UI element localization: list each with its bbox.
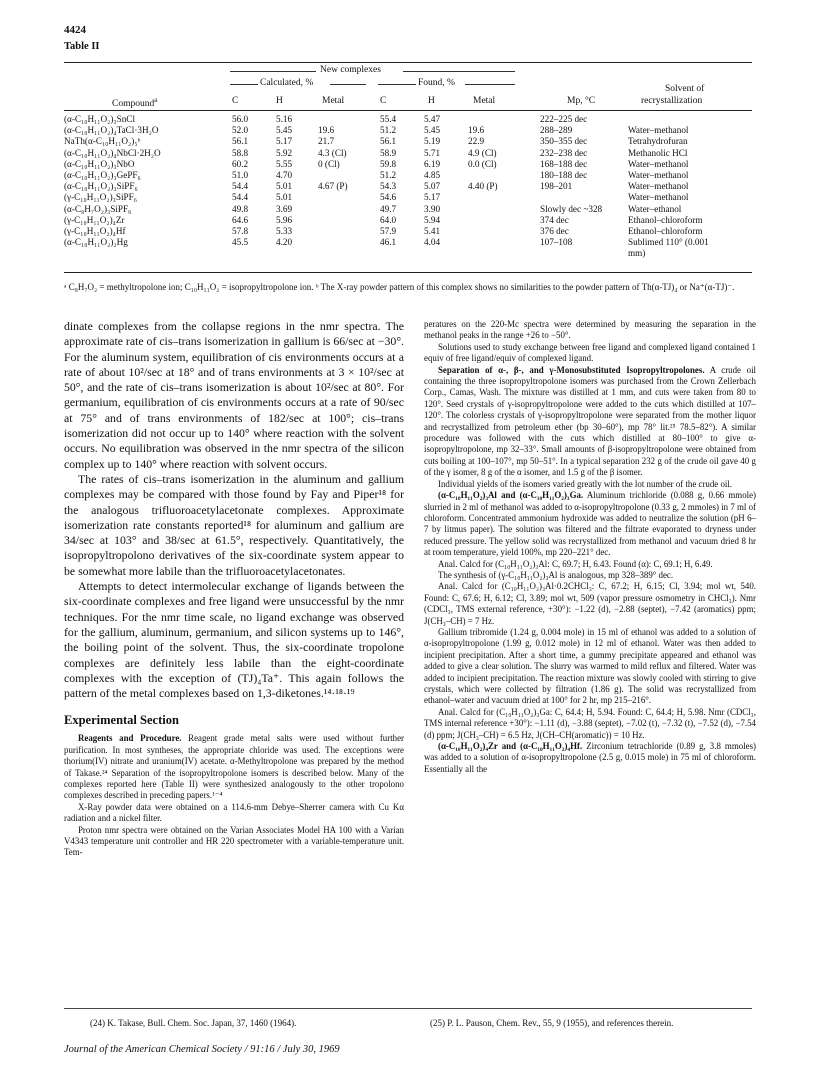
- header-calc-dash: [230, 84, 258, 85]
- cell-calc-h: 5.92: [276, 147, 293, 158]
- separation-paragraph: [424, 365, 756, 479]
- cell-found-h: 3.90: [424, 203, 441, 214]
- cell-calc-c: 58.8: [232, 147, 249, 158]
- header-found-dash: [378, 84, 416, 85]
- cell-found-c: 54.3: [380, 181, 397, 192]
- cell-mp: 180–188 dec: [540, 169, 588, 180]
- cell-calc-h: 5.01: [276, 192, 293, 203]
- cell-calc-h: 5.45: [276, 125, 293, 136]
- cell-calc-h: 5.96: [276, 214, 293, 225]
- cell-found-c: 51.2: [380, 125, 397, 136]
- cell-found-metal: 4.9 (Cl): [468, 147, 497, 158]
- table-row: [64, 237, 752, 248]
- table-row: [64, 181, 752, 192]
- table-title: Table II: [64, 41, 100, 52]
- cell-calc-c: 56.0: [232, 114, 249, 124]
- table-row: [64, 159, 752, 170]
- cell-compound: (α-C₁₀H₁₁O₂)₃SiPF₆: [64, 181, 138, 192]
- cell-found-h: 6.19: [424, 158, 441, 169]
- header-line-left: [230, 71, 316, 72]
- experimental-heading: Experimental Section: [64, 713, 179, 728]
- cell-compound: (γ-C₁₀H₁₁O₂)₃SiPF₆: [64, 192, 137, 203]
- cell-calc-h: 4.70: [276, 169, 293, 180]
- cell-found-c: 51.2: [380, 169, 397, 180]
- header-mp: Mp, °C: [567, 96, 596, 106]
- cell-calc-metal: 19.6: [318, 125, 335, 136]
- header-compound: Compound$^a$: [112, 96, 158, 110]
- cell-compound: (γ-C₁₀H₁₁O₂)₄Zr: [64, 214, 125, 225]
- cell-compound: (α-C₁₀H₁₁O₂)₃GePF₆: [64, 169, 141, 180]
- table-row: [64, 170, 752, 181]
- header-found: Found, %: [418, 78, 455, 88]
- cell-solvent: Ethanol–chloroform: [628, 225, 703, 236]
- header-calc-c: C: [232, 96, 239, 106]
- gamma-al-paragraph: The synthesis of (γ-C₁₀H₁₁O₂)₃Al is analogous, mp 328–389° dec.: [438, 569, 674, 580]
- footnote-rule: [64, 1008, 752, 1009]
- cell-found-h: 5.94: [424, 214, 441, 225]
- anal-ga-paragraph: Anal. Calcd for (C₁₀H₁₁O₂)₃Ga: C, 64.4; H, 5.94. Found: C, 64.4; H, 5.98. Nmr (CDCl₃, TMS internal reference +30°): −1.11 (d), −3.88 (septet), −7.02 (t), −7.32 (t), −7.52 (d), −7.54 (d) ppm; J(CH₃–CH) = 6.5 Hz, J(CH–CH(aromatic)) = 10 Hz.: [424, 706, 756, 740]
- cell-mp: 374 dec: [540, 214, 569, 225]
- cell-calc-metal: 0 (Cl): [318, 158, 340, 169]
- cell-found-h: 4.85: [424, 169, 441, 180]
- table-row: [64, 125, 752, 136]
- cell-calc-c: 56.1: [232, 136, 249, 147]
- cell-calc-h: 3.69: [276, 203, 293, 214]
- cell-found-c: 46.1: [380, 237, 397, 248]
- header-line-right: [403, 71, 515, 72]
- cell-found-c: 64.0: [380, 214, 397, 225]
- header-found-metal: Metal: [473, 96, 496, 106]
- cell-mp: 288–289: [540, 125, 573, 136]
- header-new-complexes: New complexes: [320, 65, 381, 75]
- cell-solvent: Water–methanol: [628, 169, 689, 180]
- reagents-paragraph: [64, 733, 404, 801]
- cell-found-c: 54.6: [380, 192, 397, 203]
- cell-compound: (α-C₈H₇O₂)₃SiPF₆: [64, 203, 132, 214]
- header-solvent-line1: Solvent of: [665, 84, 705, 94]
- cell-found-h: 5.19: [424, 136, 441, 147]
- al-ga-paragraph: [424, 490, 756, 558]
- table-row: [64, 114, 752, 125]
- cell-calc-c: 64.6: [232, 214, 249, 225]
- cell-mp: 107–108: [540, 237, 573, 248]
- cell-found-h: 5.45: [424, 125, 441, 136]
- header-calc-dash-right: [330, 84, 366, 85]
- cell-found-c: 55.4: [380, 114, 397, 124]
- cell-compound: (α-C₁₀H₁₁O₂)₄TaCl·3H₂O: [64, 125, 159, 136]
- left-column: [64, 319, 404, 859]
- table-row: [64, 248, 752, 259]
- right-paragraph-1: peratures on the 220-Mc spectra were determined by measuring the separation in the methanol peaks in the range +26 to −50°.: [424, 319, 756, 341]
- cell-found-c: 58.9: [380, 147, 397, 158]
- footnote-ref-25: (25) P. L. Pauson, Chem. Rev., 55, 9 (1955), and references therein.: [430, 1018, 674, 1028]
- separation-title: Separation of α-, β-, and γ-Monosubstituted Isopropyltropolones.: [438, 364, 705, 375]
- cell-found-c: 59.8: [380, 158, 397, 169]
- anal-gamma-al-paragraph: Anal. Calcd for (C₁₀H₁₁O₂)₃Al·0.2CHCl₃: C, 67.2; H, 6.15; Cl, 3.94; mol wt, 540. Found: C, 67.6; H, 6.12; Cl, 3.89; mol wt, 509 (vapor pressure osmometry in CHCl₃). Nmr (CDCl₃, TMS external reference, +30°): −1.22 (d), −2.88 (septet), −7.42 (aromatics) ppm; J(CH₃–CH) = 7 Hz.: [424, 581, 756, 626]
- left-paragraph-3: Attempts to detect intermolecular exchange of ligands between the six-coordinate complexes and free ligand were unsuccessful by the nmr techniques. For the nmr time scale, no ligand exchange was observed for the gallium, aluminum, germanium, and silicon systems up to 146°, the boiling point of the solvent. Thus, the six-coordinate tropolone complexes are definitely less labile than the eight-coordinate complexes with the exception of (TJ)₄Ta⁺. This again follows the pattern of the metal complexes based on 1,3-diketones.¹⁴·¹⁸·¹⁹: [64, 579, 404, 701]
- cell-found-h: 5.17: [424, 192, 441, 203]
- cell-found-c: 56.1: [380, 136, 397, 147]
- cell-mp: Slowly dec ~328: [540, 203, 603, 214]
- cell-compound: (α-C₁₀H₁₁O₂)₂Hg: [64, 237, 128, 248]
- right-paragraph-2: Solutions used to study exchange between free ligand and complexed ligand contained 1 equiv of free ligand/equiv of complexed ligand.: [424, 341, 756, 364]
- cell-solvent: Water–methanol: [628, 181, 689, 192]
- table-body: [64, 114, 752, 259]
- cell-solvent: mm): [628, 248, 646, 259]
- cell-calc-c: 54.4: [232, 181, 249, 192]
- zr-hf-title: (α-C₁₀H₁₁O₂)₄Zr and (α-C₁₀H₁₁O₂)₄Hf.: [438, 741, 583, 752]
- cell-solvent: Water–ethanol: [628, 203, 682, 214]
- cell-mp: 350–355 dec: [540, 136, 588, 147]
- cell-calc-h: 5.17: [276, 136, 293, 147]
- cell-found-metal: 4.40 (P): [468, 181, 498, 192]
- cell-mp: 222–225 dec: [540, 114, 588, 124]
- table-row: [64, 148, 752, 159]
- cell-calc-c: 54.4: [232, 192, 249, 203]
- table-row: [64, 136, 752, 147]
- cell-solvent: Ethanol–chloroform: [628, 214, 703, 225]
- cell-calc-c: 60.2: [232, 158, 249, 169]
- anal-al-paragraph: Anal. Calcd for (C₁₀H₁₁O₂)₃Al: C, 69.7; H, 6.43. Found (α): C, 69.1; H, 6.49.: [438, 558, 713, 569]
- cell-solvent: Methanolic HCl: [628, 147, 688, 158]
- cell-calc-c: 57.8: [232, 225, 249, 236]
- cell-found-c: 49.7: [380, 203, 397, 214]
- cell-calc-c: 45.5: [232, 237, 249, 248]
- table-footnote: ᵃ C₈H₇O₂ = methyltropolone ion; C₁₀H₁₁O₂ = isopropyltropolone ion. ᵇ The X-ray powder pattern of this complex shows no similarities to the powder pattern of Th(α-TJ)₄ or Na⁺(α-TJ)⁻.: [64, 282, 735, 292]
- reagents-text: Reagent grade metal salts were used without further purification. In most syntheses, the appropriate chloride was used. The exceptions were thorium(IV) nitrate and uranium(IV) acetate. α-Methyltropolone was prepared by the method of Takase.²⁴ Separation of the isopropyltropolone isomers is described below. Many of the complexes reported here (Table II) were synthesized analogously to the other tropolono complexes described in preceding papers.¹⁻⁴: [64, 733, 404, 801]
- cell-mp: 168–188 dec: [540, 158, 588, 169]
- header-solvent-line2: recrystallization: [641, 96, 703, 106]
- table-row: [64, 215, 752, 226]
- cell-calc-metal: 21.7: [318, 136, 335, 147]
- cell-compound: (α-C₁₀H₁₁O₂)₃SnCl: [64, 114, 135, 124]
- cell-solvent: Sublimed 110° (0.001: [628, 237, 709, 248]
- cell-calc-c: 49.8: [232, 203, 249, 214]
- cell-mp: 198–201: [540, 181, 573, 192]
- table-row: [64, 204, 752, 215]
- gallium-paragraph: Gallium tribromide (1.24 g, 0.004 mole) in 15 ml of ethanol was added to a solution of α-isopropyltropolone (1.99 g, 0.012 mole) in 12 ml of ethanol. Water was then added to incipient precipitation. After a short time, a gummy precipitate appeared and ethanol was added to give a clear solution. The slurry was warmed to mild reflux and filtered. Water was added to incipient precipitation. The reaction mixture was slowly cooled with stirring to give crystals, which were collected by filtration (1.86 g). The solid was recrystallized from ethanol–water and vacuum dried at 100° for 2 hr, mp 215–216°.: [424, 626, 756, 706]
- zr-hf-paragraph: [424, 741, 756, 775]
- table-header-rule: [64, 110, 752, 111]
- cell-found-h: 5.07: [424, 181, 441, 192]
- yields-paragraph: Individual yields of the isomers varied greatly with the lot number of the crude oil.: [438, 478, 733, 489]
- cell-compound: (α-C₁₀H₁₁O₂)₃NbO: [64, 158, 135, 169]
- cell-found-h: 5.41: [424, 225, 441, 236]
- nmr-paragraph: Proton nmr spectra were obtained on the Varian Associates Model HA 100 with a Varian V4343 temperature unit controller and HR 220 spectrometer with a variable-temperature unit. Tem-: [64, 824, 404, 858]
- cell-found-c: 57.9: [380, 225, 397, 236]
- cell-solvent: Water–methanol: [628, 192, 689, 203]
- cell-calc-metal: 4.67 (P): [318, 181, 348, 192]
- header-calc-h: H: [276, 96, 283, 106]
- cell-mp: 376 dec: [540, 225, 569, 236]
- cell-compound: (γ-C₁₀H₁₁O₂)₄Hf: [64, 225, 126, 236]
- cell-calc-c: 51.0: [232, 169, 249, 180]
- cell-calc-h: 5.16: [276, 114, 293, 124]
- table-row: [64, 192, 752, 203]
- cell-found-metal: 19.6: [468, 125, 485, 136]
- left-paragraph-2: The rates of cis–trans isomerization in the aluminum and gallium complexes may be compared with those found by Fay and Piper¹⁸ for the analogous trifluoroacetylacetonate complexes. Approximate isomerization rate constants reported¹⁸ for aluminum and gallium are 34/sec at 103° and 38/sec at 61.5°, respectively. Quantitatively, the isopropyltropolono derivatives of the six-coordinate system appear to be somewhat more labile than the trifluoroacetylacetonates.: [64, 471, 404, 578]
- table-row: [64, 226, 752, 237]
- cell-calc-h: 5.01: [276, 181, 293, 192]
- separation-text: A crude oil containing the three isopropyltropolone isomers was purchased from the Crown Zellerbach Corp., Camas, Wash. The mixture was distilled at 1 mm, and cuts were taken from 80 to 120°. Seed crystals of γ-isopropyltropolone were added to the cuts which distilled at 107–120°. The colorless crystals of γ-isopropyltropolone were separated from the mother liquor and recrystallized from petroleum ether (bp 30–60°), mp 78° lit.²⁵ 78.5–82°). A similar procedure was followed with the cuts which distilled at 80–100° to give α-isopropyltropolone, mp 32–33°. Small amounts of β-isopropyltropolone were obtained from cuts boiling at 100–107°, mp 50–51°. In a typical separation 232 g of the crude oil gave 40 g of the γ isomer, 8 g of the α isomer, and 1.5 g of the β isomer.: [424, 364, 756, 478]
- left-paragraph-1: dinate complexes from the collapse regions in the nmr spectra. The approximate rate of cis–trans isomerization in gallium is 66/sec at −30°. For the aluminum system, equilibration of cis environments occurs at a rate of about 10²/sec at 18° and of trans environments at 3 × 10²/sec at 50°, and the rate of cis–trans isomerization is about 10²/sec at 80°. For germanium, equilibration of cis environments occurs at a rate of 90/sec at 75° and of trans environments of 182/sec at 100°; cis–trans isomerization did not occur up to 140° where reaction with the solvent occurs. No equilibration was observed in the nmr spectra of the silicon complex up to 140° where reaction with solvent occurs.: [64, 319, 404, 471]
- cell-compound: (α-C₁₀H₁₁O₂)₄NbCl·2H₂O: [64, 147, 161, 158]
- cell-solvent: Water–methanol: [628, 158, 689, 169]
- header-calc-metal: Metal: [322, 96, 345, 106]
- cell-found-metal: 22.9: [468, 136, 485, 147]
- cell-solvent: Tetrahydrofuran: [628, 136, 688, 147]
- cell-found-h: 4.04: [424, 237, 441, 248]
- table-bottom-rule: [64, 272, 752, 273]
- cell-calc-h: 4.20: [276, 237, 293, 248]
- cell-found-metal: 0.0 (Cl): [468, 158, 497, 169]
- al-ga-title: (α-C₁₀H₁₁O₂)₃Al and (α-C₁₀H₁₁O₂)₃Ga.: [438, 490, 584, 501]
- cell-calc-c: 52.0: [232, 125, 249, 136]
- header-found-dash-right: [465, 84, 515, 85]
- right-column: [424, 319, 756, 775]
- footnote-ref-24: (24) K. Takase, Bull. Chem. Soc. Japan, 37, 1460 (1964).: [90, 1018, 297, 1028]
- cell-solvent: Water–methanol: [628, 125, 689, 136]
- xray-paragraph: X-Ray powder data were obtained on a 114.6-mm Debye–Sherrer camera with Cu Kα radiation and a nickel filter.: [64, 801, 404, 824]
- page-number: 4424: [64, 24, 86, 36]
- zr-hf-text: Zirconium tetrachloride (0.89 g, 3.8 mmoles) was added to a solution of α-isopropyltropolone (2.5 g, 0.015 mole) in 75 ml of chloroform. Essentially all the: [424, 741, 756, 774]
- cell-calc-h: 5.55: [276, 158, 293, 169]
- cell-calc-metal: 4.3 (Cl): [318, 147, 347, 158]
- table-top-rule: [64, 62, 752, 63]
- cell-mp: 232–238 dec: [540, 147, 588, 158]
- header-found-c: C: [380, 96, 387, 106]
- header-calculated: Calculated, %: [260, 78, 314, 88]
- journal-line: Journal of the American Chemical Society / 91:16 / July 30, 1969: [64, 1044, 340, 1055]
- cell-compound: NaTh(α-C₁₀H₁₁O₂)₅ᵇ: [64, 136, 141, 147]
- cell-found-h: 5.47: [424, 114, 441, 124]
- header-found-h: H: [428, 96, 435, 106]
- cell-found-h: 5.71: [424, 147, 441, 158]
- reagents-title: Reagents and Procedure.: [78, 733, 182, 744]
- cell-calc-h: 5.33: [276, 225, 293, 236]
- al-ga-text: Aluminum trichloride (0.088 g, 0.66 mmole) slurried in 2 ml of methanol was added to α-isopropyltropolone (0.33 g, 2 mmoles) in 7 ml of chloroform. Concentrated ammonium hydroxide was added to neutralize the solution (pH 6–7 by litmus paper). The solution was filtered and the filtrate evaporated to dryness under reduced pressure. The yellow solid was recrystallized from methanol and vacuum dried 8 hr at room temperature, yield 100%, mp 220–221° dec.: [424, 490, 757, 558]
